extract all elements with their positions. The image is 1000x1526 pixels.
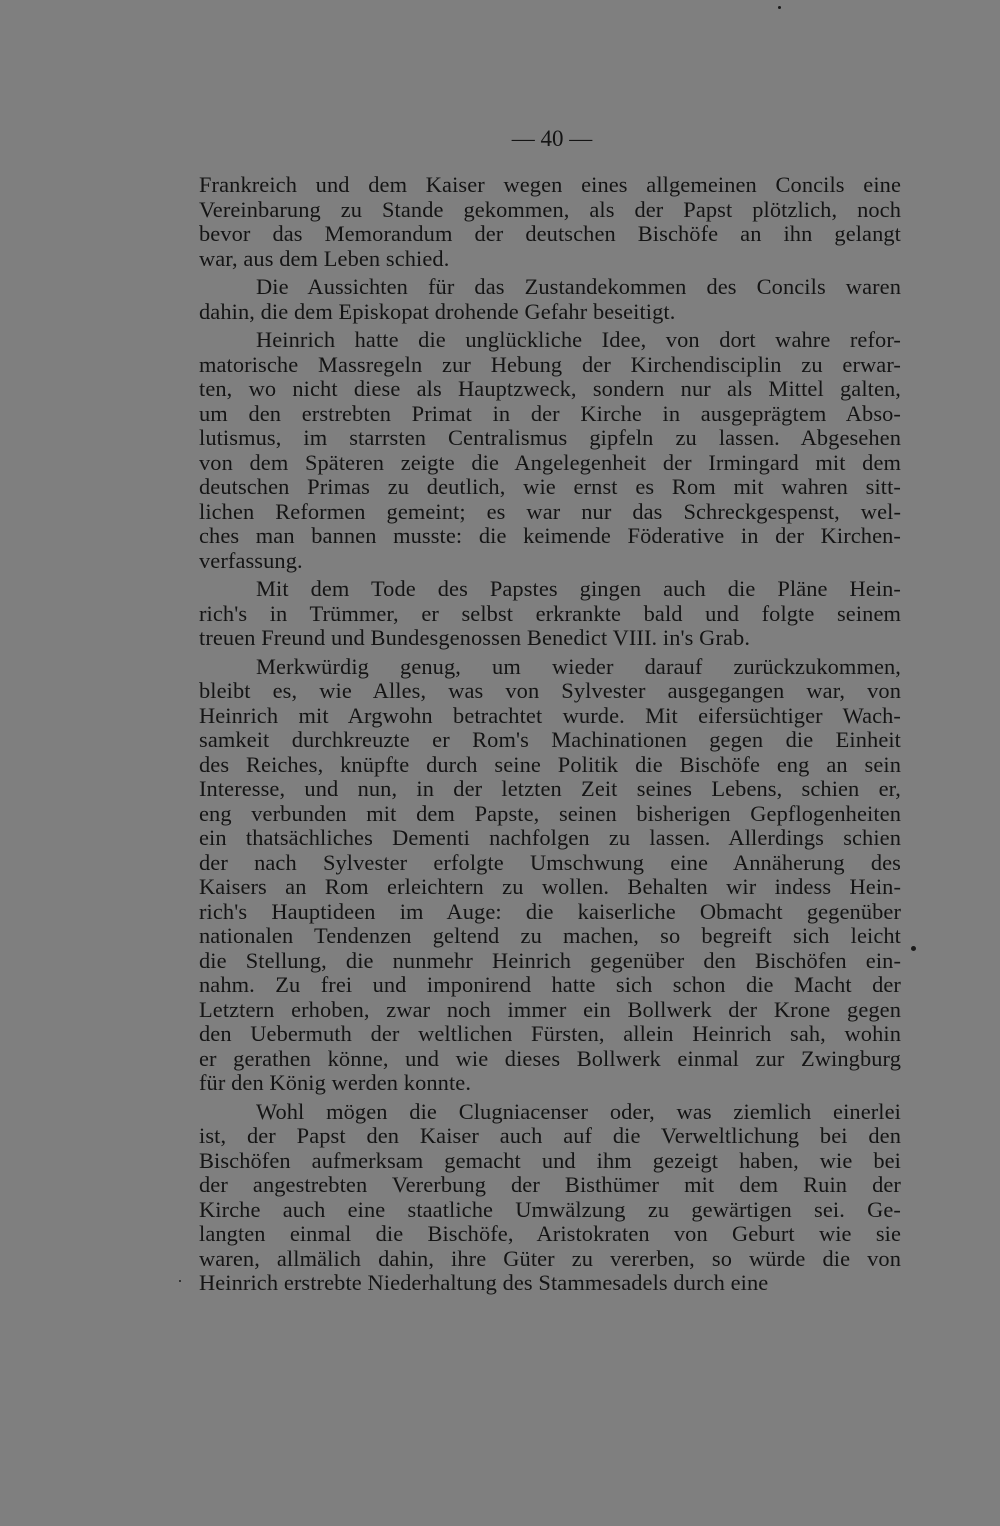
print-speck xyxy=(911,946,916,951)
text-line: langten einmal die Bischöfe, Aristokraten von Geburt wie sie xyxy=(199,1221,901,1246)
text-line: der nach Sylvester erfolgte Umschwung eine Annäherung des xyxy=(199,849,901,875)
text-line: Kirche auch eine staatliche Umwälzung zu gewärtigen sei. Ge- xyxy=(199,1196,901,1222)
text-line: die Stellung, die nunmehr Heinrich gegenüber den Bischöfen ein- xyxy=(199,947,901,973)
text-line: Heinrich mit Argwohn betrachtet wurde. Mit eifersüchtiger Wach- xyxy=(199,702,901,728)
text-line: von dem Späteren zeigte die Angelegenheit der Irmingard mit dem xyxy=(199,449,901,475)
text-line: Vereinbarung zu Stande gekommen, als der Papst plötzlich, noch xyxy=(199,196,901,222)
text-line: den Uebermuth der weltlichen Fürsten, allein Heinrich sah, wohin xyxy=(199,1021,901,1046)
text-line: samkeit durchkreuzte er Rom's Machinationen gegen die Einheit xyxy=(199,727,901,752)
text-line: matorische Massregeln zur Hebung der Kirchendisciplin zu erwar- xyxy=(199,351,901,377)
text-line: waren, allmälich dahin, ihre Güter zu vererben, so würde die von xyxy=(199,1245,901,1271)
text-line: ist, der Papst den Kaiser auch auf die Verweltlichung bei den xyxy=(199,1123,901,1148)
paragraph xyxy=(199,328,901,573)
paragraph xyxy=(199,655,901,1096)
text-line: ten, wo nicht diese als Hauptzweck, sondern nur als Mittel galten, xyxy=(199,376,901,401)
text-line: Bischöfen aufmerksam gemacht und ihm gezeigt haben, wie bei xyxy=(199,1147,901,1173)
text-line: rich's in Trümmer, er selbst erkrankte bald und folgte seinem xyxy=(199,600,901,626)
text-line: Letztern erhoben, zwar noch immer ein Bollwerk der Krone gegen xyxy=(199,996,901,1022)
text-line: eng verbunden mit dem Papste, seinen bisherigen Gepflogenheiten xyxy=(199,800,901,826)
text-line: Die Aussichten für das Zustandekommen des Concils waren xyxy=(256,274,901,299)
page-number: — 40 — xyxy=(511,126,593,151)
text-line: Wohl mögen die Clugniacenser oder, was ziemlich einerlei xyxy=(256,1098,901,1124)
text-line: nationalen Tendenzen geltend zu machen, so begreift sich leicht xyxy=(199,923,901,948)
text-line: deutschen Primas zu deutlich, wie ernst es Rom mit wahren sitt- xyxy=(199,474,901,499)
paragraph xyxy=(199,577,901,651)
print-speck xyxy=(179,1280,181,1282)
text-line: Kaisers an Rom erleichtern zu wollen. Behalten wir indess Hein- xyxy=(199,874,901,899)
paragraph xyxy=(199,173,901,271)
print-speck xyxy=(778,6,781,9)
text-line: nahm. Zu frei und imponirend hatte sich schon die Macht der xyxy=(199,972,901,997)
text-line: des Reiches, knüpfte durch seine Politik die Bischöfe eng an sein xyxy=(199,751,901,777)
text-line: rich's Hauptideen im Auge: die kaiserliche Obmacht gegenüber xyxy=(199,898,901,924)
text-line: Frankreich und dem Kaiser wegen eines allgemeinen Concils eine xyxy=(199,172,901,197)
text-line: treuen Freund und Bundesgenossen Benedict VIII. in's Grab. xyxy=(199,625,751,650)
text-line: ches man bannen musste: die keimende Föderative in der Kirchen- xyxy=(199,523,901,548)
text-line: Merkwürdig genug, um wieder darauf zurückzukommen, xyxy=(256,653,901,679)
paragraph xyxy=(199,275,901,324)
text-line: Heinrich erstrebte Niederhaltung des Stammesadels durch eine xyxy=(199,1270,769,1295)
text-line: Mit dem Tode des Papstes gingen auch die Pläne Hein- xyxy=(256,576,901,601)
text-line: dahin, die dem Episkopat drohende Gefahr beseitigt. xyxy=(199,298,676,324)
text-line: lutismus, im starrsten Centralismus gipfeln zu lassen. Abgesehen xyxy=(199,425,901,450)
text-line: um den erstrebten Primat in der Kirche in ausgeprägtem Abso- xyxy=(199,400,901,426)
text-line: ein thatsächliches Dementi nachfolgen zu lassen. Allerdings schien xyxy=(199,825,901,850)
body-text xyxy=(199,173,901,1300)
text-line: verfassung. xyxy=(199,547,303,573)
text-line: bleibt es, wie Alles, was von Sylvester ausgegangen war, von xyxy=(199,678,901,703)
text-line: der angestrebten Vererbung der Bisthümer mit dem Ruin der xyxy=(199,1172,901,1197)
text-line: Heinrich hatte die unglückliche Idee, von dort wahre refor- xyxy=(256,327,901,352)
text-line: lichen Reformen gemeint; es war nur das Schreckgespenst, wel- xyxy=(199,498,901,524)
text-line: bevor das Memorandum der deutschen Bischöfe an ihn gelangt xyxy=(199,221,901,246)
paragraph xyxy=(199,1100,901,1296)
text-line: Interesse, und nun, in der letzten Zeit seines Lebens, schien er, xyxy=(199,776,901,801)
text-line: war, aus dem Leben schied. xyxy=(199,245,450,271)
text-line: für den König werden konnte. xyxy=(199,1070,472,1095)
text-line: er gerathen könne, und wie dieses Bollwerk einmal zur Zwingburg xyxy=(199,1045,901,1071)
